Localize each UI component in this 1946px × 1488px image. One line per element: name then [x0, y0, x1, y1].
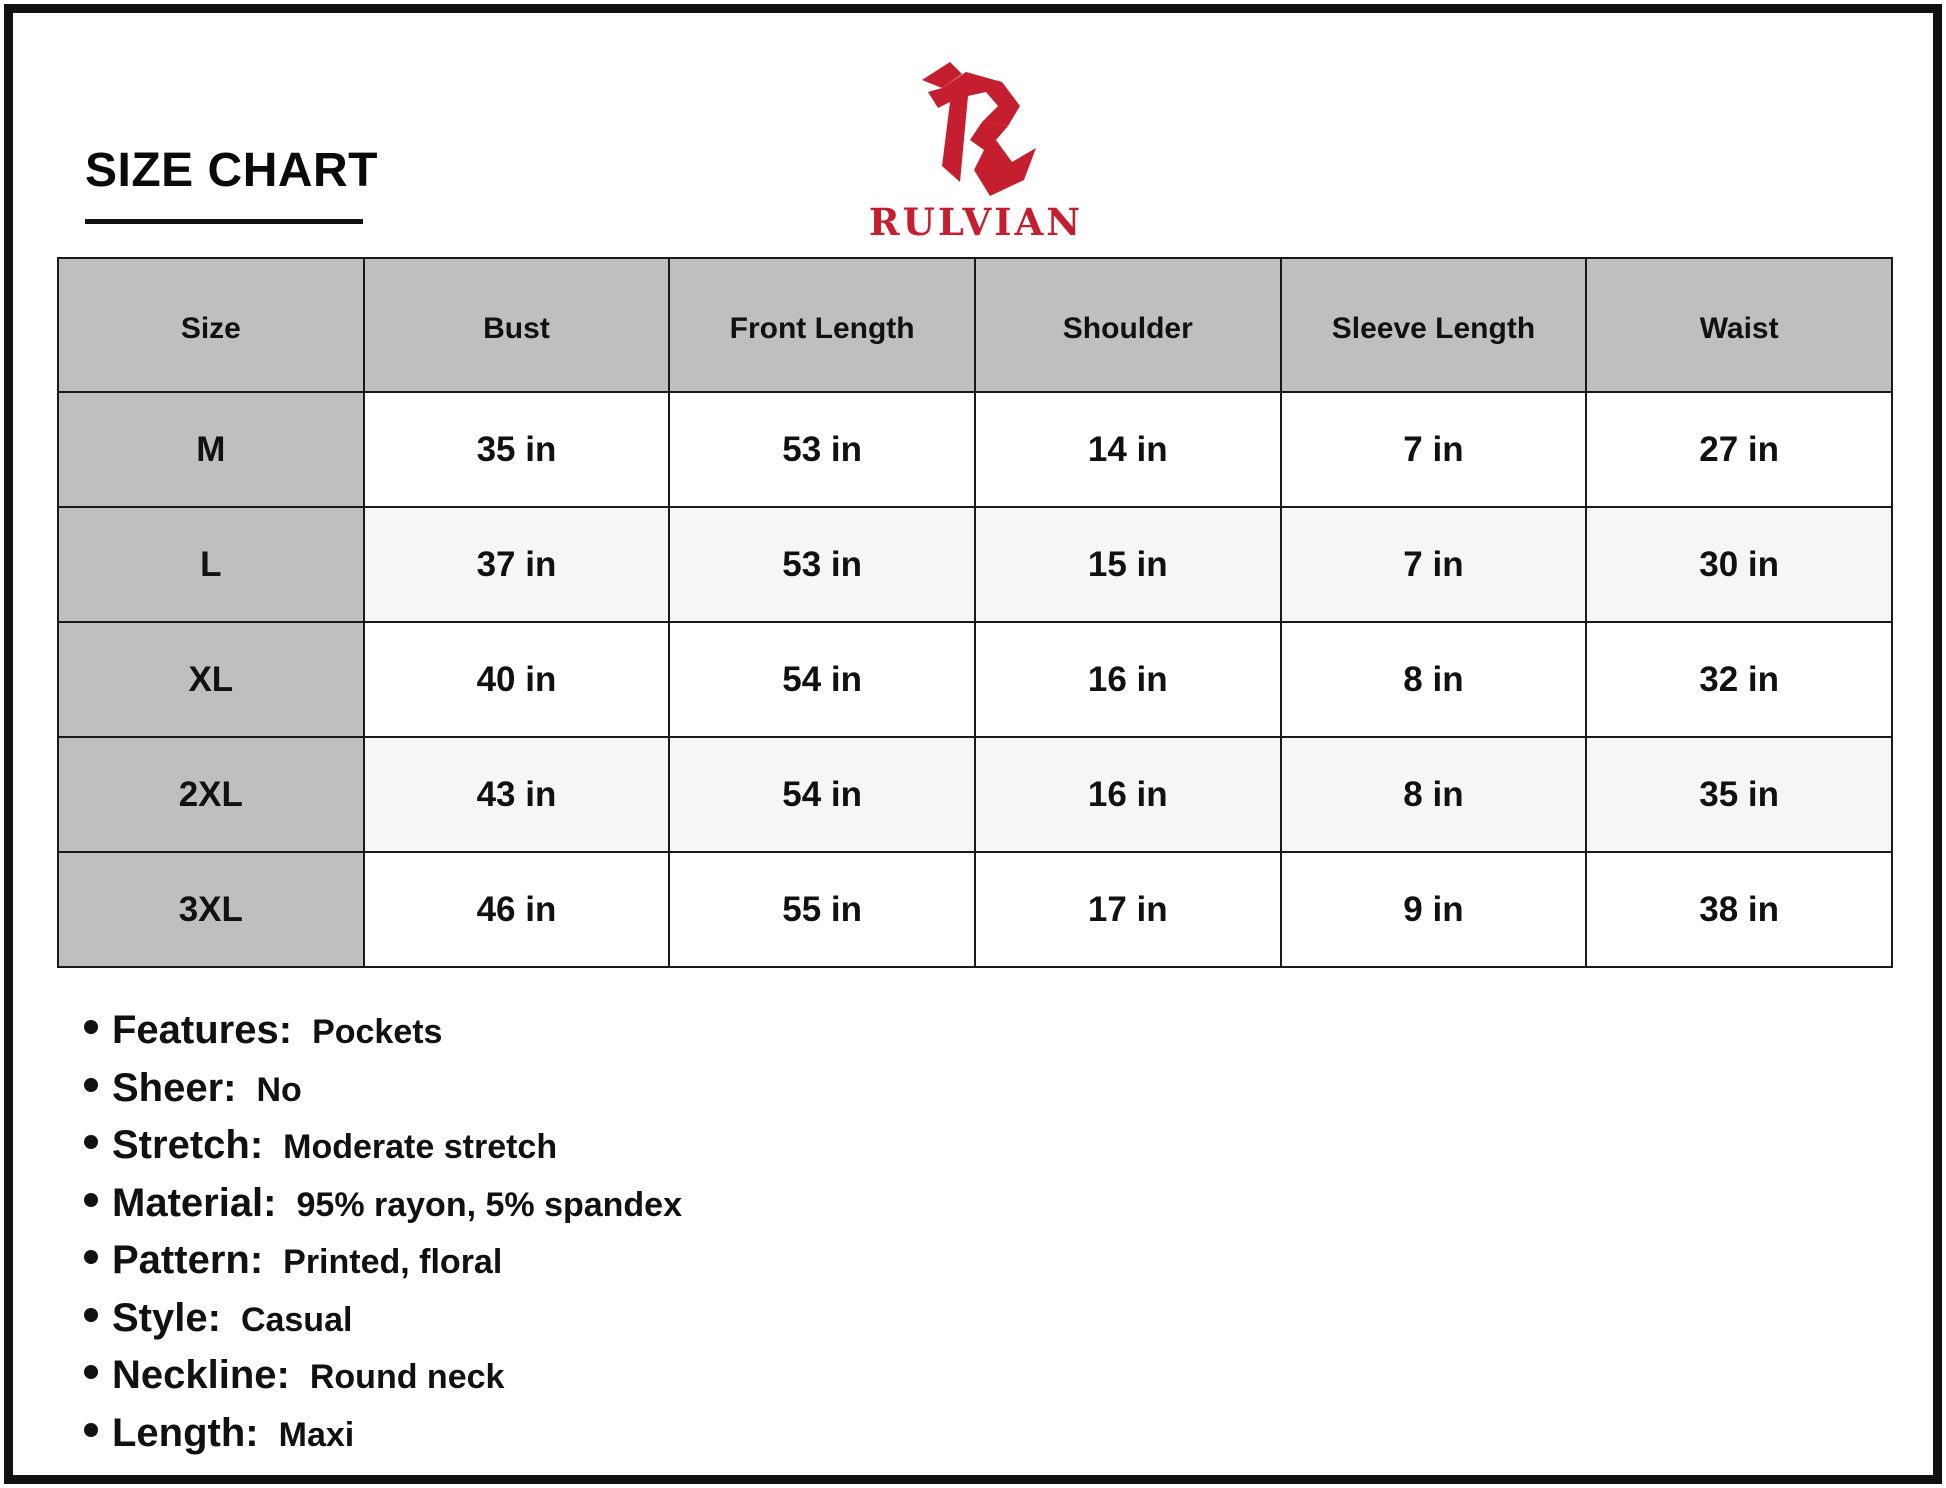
bullet-icon [84, 1308, 98, 1322]
size-cell: XL [58, 622, 364, 737]
feature-value: Pockets [312, 1013, 443, 1051]
feature-label: Style: [112, 1295, 221, 1340]
table-row [58, 737, 1892, 852]
feature-label: Material: [112, 1180, 277, 1225]
table-row [58, 852, 1892, 967]
feature-value: Maxi [278, 1415, 355, 1454]
col-header-sleeve-length: Sleeve Length [1281, 258, 1587, 392]
bullet-icon [84, 1078, 98, 1092]
size-cell: M [58, 392, 364, 507]
table-row [58, 392, 1892, 507]
bullet-icon [84, 1193, 98, 1207]
waist-cell: 35 in [1586, 737, 1892, 852]
feature-label: Stretch: [112, 1123, 264, 1167]
bullet-icon [84, 1135, 98, 1149]
list-item [84, 1238, 682, 1296]
size-cell: 2XL [58, 737, 364, 852]
page-title: SIZE CHART [85, 144, 378, 197]
waist-cell: 30 in [1586, 507, 1892, 622]
feature-value: Casual [240, 1300, 353, 1339]
feature-value: Moderate stretch [283, 1128, 558, 1166]
sleeve-length-cell: 7 in [1281, 392, 1587, 507]
bust-cell: 40 in [364, 622, 670, 737]
shoulder-cell: 17 in [975, 852, 1281, 967]
bust-cell: 35 in [364, 392, 670, 507]
sleeve-length-cell: 7 in [1281, 507, 1587, 622]
feature-value: 95% rayon, 5% spandex [296, 1185, 683, 1224]
list-item [84, 1066, 682, 1124]
shoulder-cell: 15 in [975, 507, 1281, 622]
front-length-cell: 54 in [669, 622, 975, 737]
bust-cell: 43 in [364, 737, 670, 852]
size-table [57, 257, 1893, 968]
table-row [58, 507, 1892, 622]
table-row [58, 622, 1892, 737]
sleeve-length-cell: 9 in [1281, 852, 1587, 967]
bust-cell: 46 in [364, 852, 670, 967]
feature-label: Length: [112, 1410, 259, 1455]
bullet-icon [84, 1250, 98, 1264]
feature-value: No [256, 1070, 302, 1109]
bullet-icon [84, 1423, 98, 1437]
bullet-icon [84, 1365, 98, 1379]
shoulder-cell: 14 in [975, 392, 1281, 507]
list-item [84, 1123, 682, 1181]
shoulder-cell: 16 in [975, 622, 1281, 737]
list-item [84, 1353, 682, 1411]
sleeve-length-cell: 8 in [1281, 737, 1587, 852]
brand-wordmark: RULVIAN [868, 200, 1084, 244]
feature-label: Neckline: [112, 1353, 290, 1397]
feature-value: Round neck [309, 1358, 505, 1396]
size-cell: 3XL [58, 852, 364, 967]
feature-label: Sheer: [112, 1065, 237, 1110]
front-length-cell: 53 in [669, 507, 975, 622]
front-length-cell: 54 in [669, 737, 975, 852]
col-header-front-length: Front Length [669, 258, 975, 392]
sleeve-length-cell: 8 in [1281, 622, 1587, 737]
front-length-cell: 53 in [669, 392, 975, 507]
feature-list [84, 1008, 682, 1468]
col-header-size: Size [58, 258, 364, 392]
col-header-waist: Waist [1586, 258, 1892, 392]
list-item [84, 1008, 682, 1066]
list-item [84, 1296, 682, 1354]
bullet-icon [84, 1020, 98, 1034]
list-item [84, 1411, 682, 1469]
bust-cell: 37 in [364, 507, 670, 622]
table-header-row [58, 258, 1892, 392]
size-cell: L [58, 507, 364, 622]
feature-label: Features: [112, 1008, 293, 1052]
waist-cell: 38 in [1586, 852, 1892, 967]
col-header-shoulder: Shoulder [975, 258, 1281, 392]
waist-cell: 27 in [1586, 392, 1892, 507]
feature-label: Pattern: [112, 1238, 264, 1282]
col-header-bust: Bust [364, 258, 670, 392]
waist-cell: 32 in [1586, 622, 1892, 737]
title-underline [85, 219, 363, 224]
shoulder-cell: 16 in [975, 737, 1281, 852]
front-length-cell: 55 in [669, 852, 975, 967]
feature-value: Printed, floral [283, 1243, 503, 1281]
rulvian-r-logo-icon [912, 62, 1036, 196]
brand-logo [860, 58, 1092, 244]
list-item [84, 1181, 682, 1239]
